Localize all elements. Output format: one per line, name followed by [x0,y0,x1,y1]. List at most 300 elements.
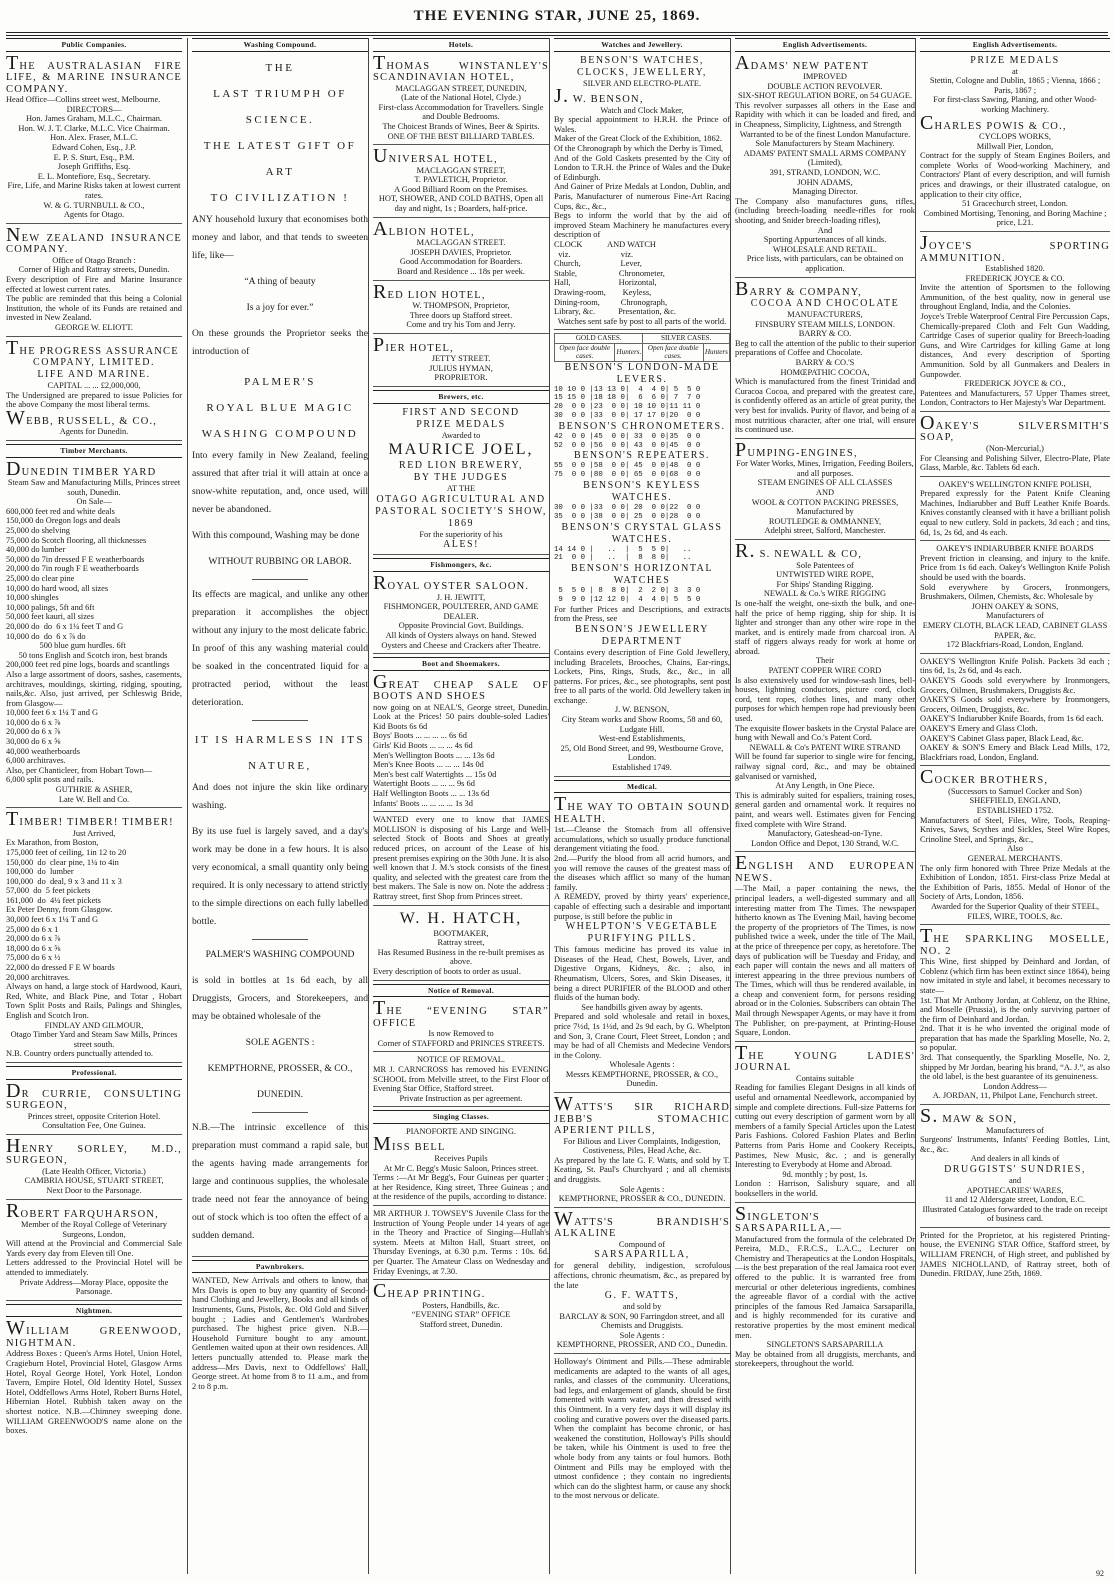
ad-text: now going on at NEAL'S, George street, Dunedin. Look at the Prices! 50 pairs double-soled Ladies' Kid Boots 6s 6d [373,702,549,731]
ad-text: UNTWISTED WIRE ROPE, [776,570,874,580]
ad-text: PROPRIETOR. [434,373,488,383]
ad-text: STEAM ENGINES OF ALL CLASSES [757,478,893,488]
ad-text: 55 0 0 |58 0 0| 45 0 0|48 0 0 75 0 0 |80 0 0| 65 0 0|68 0 0 [554,462,701,480]
ad-text: West-end Establishments, [598,734,686,744]
ad-text: Rattray street, [437,938,485,948]
ad-text: Will attend at the Provincial and Commercial Sale Yards every day from Eleven till One. [6,1239,182,1258]
ad-text: Is now Removed to [428,1029,494,1039]
ad-text: Wholesale Agents : [609,1060,675,1070]
ad-text: AT THE [446,484,476,494]
ad-text: BENSON'S WATCHES, CLOCKS, JEWELLERY, [577,54,707,78]
ad-text: HOT, SHOWER, AND COLD BATHS, Open all day and night, 1s ; Boarders, half-price. [378,194,544,214]
ad-text: And dealers in all kinds of [970,1154,1060,1164]
ad-heading: UNIVERSAL HOTEL, [373,145,498,168]
centered-line: “A thing of beauty [244,275,316,287]
ad-heading: COCKER BROTHERS, [920,766,1049,789]
ad-text: OAKEY'S Goods sold everywhere by Ironmongers, Grocers, Oilmen, Brushmakers, Druggists &c. [920,675,1110,695]
centered-line: Is a joy for ever.” [246,301,314,313]
ad-text: BY THE JUDGES [413,472,509,484]
ad-text: Every description of boots to order as usual. [373,966,521,976]
ad-text: Letters addressed to the Provincial Hotel will be attended to immediately. [6,1258,182,1277]
ad-text: SHEFFIELD, ENGLAND, [969,796,1061,806]
ad-text: On Sale— [76,497,112,507]
advertisement [920,766,1110,925]
ad-text: The only firm honored with Three Prize Medals at the Exhibition of London, 1851. First-class Prize Medal at the Exhibition of Paris, 1855. Medal of Honor of the Society of Arts, London, 1856. [920,863,1110,902]
advertisement [735,1041,915,1203]
ad-text: Just Arrived, [72,828,116,838]
advertisement [554,793,730,1093]
masthead: THE EVENING STAR, JUNE 25, 1869. [413,8,701,24]
ad-text: Sporting Appurtenances of all kinds. [763,235,887,245]
ad-heading: NEW ZEALAND INSURANCE COMPANY. [6,223,182,256]
ad-text: for general debility, indigestion, scrofulous affections, chronic rheumatism, &c., as prepared by the late [554,1261,730,1290]
table-subheader: Open face double cases. [555,343,615,361]
ad-heading: WATTS'S BRANDISH'S ALKALINE [554,1207,730,1240]
ad-text: Watch and Clock Maker, [600,105,684,115]
advertisement [735,51,915,278]
ad-text: (Successors to Samuel Cocker and Son) [948,786,1082,796]
ad-text: 10 10 0 |13 13 0| 4 4 0| 5 5 0 15 15 0 |18 18 0| 6 6 0| 7 7 0 20 0 0 |23 0 0| 10 10 0|11 11 0 30 0 0 |33 0 0| 17 17 0|20 0 0 [554,385,701,420]
ad-heading: WILLIAM GREENWOOD, NIGHTMAN. [6,1317,182,1349]
ad-text: OAKEY'S Emery and Glass Cloth. [920,723,1038,733]
ad-text: OAKEY'S Wellington Knife Polish. Packets 3d each ; tins 6d, 1s, 2s 6d, and 4s each. [920,656,1110,676]
ad-text: WOOL & COTTON PACKING PRESSES, [751,497,899,507]
ad-text: PRIZE MEDALS [970,54,1060,66]
ad-text: Private Instruction as per agreement. [399,1093,523,1103]
ad-text: MR ARTHUR J. TOWSEY'S Juvenile Class for the Instruction of Young People under 14 years of age in the Theory and Practice of Singing—Hullah's system. Meets at Milton Hall, Stuart street, on Thursday Evenings, at 6.30 p.m. Terms : 10s. 6d. per Quarter. The Amateur Class on Wednesday and Friday Evenings, at 7.30. [373,1208,549,1276]
ad-text: FREDERICK JOYCE & CO. [965,273,1065,283]
ad-text: 9d. monthly ; by post, 1s. [782,1169,868,1179]
advertisement [6,1199,182,1301]
advertisement [735,438,915,540]
advertisement [554,1207,730,1354]
advertisement [554,1357,730,1504]
ad-text: First-class Accommodation for Travellers. Single and Double Bedrooms. [378,102,544,122]
ad-text: For Water Works, Mines, Irrigation, Feeding Boilers, and all purposes. [736,459,914,478]
advertisement [920,55,1110,232]
ad-text: Manufacturers of [986,611,1044,621]
ad-text: Established 1820. [985,264,1045,273]
ad-text: Head Office—Collins street west, Melbourne. [6,95,161,105]
ad-text: Next Door to the Parsonage. [46,1185,142,1195]
ad-text: Address Boxes : Queen's Arms Hotel, Union Hotel, Cragieburn Hotel, Provincial Hotel, Glasgow Arms Hotel, Royal George Hotel, York Hotel, London Tavern, Empire Hotel, Old Identity Hotel, Sussex Hotel, Oddfellows Arms Hotel, Robert Burns Hotel, Hibernian Hotel. Rubbish taken away on the shortest notice. N.B.—Chimney sweeping done. WILLIAM GREENWOOD'S name alone on the boxes. [6,1349,182,1436]
ad-text: WHELPTON'S VEGETABLE PURIFYING PILLS. [565,921,719,945]
advertisement [920,657,1110,767]
ad-text: N.B. Country orders punctually attended to. [6,1049,154,1059]
column-2 [187,38,368,1574]
centered-line: PALMER'S WASHING COMPOUND [205,948,355,960]
ad-text: The public are reminded that this being a Colonial Institution, the whole of its Funds are retained and invested in New Zealand. [6,294,182,323]
ad-text: London Address— [983,1081,1047,1091]
ad-text: Has Resumed Business in the re-built premises as above. [377,947,545,967]
masthead-rule [6,32,1108,33]
ad-text: GEORGE W. ELIOTT. [55,322,133,332]
advertisement [920,1231,1110,1282]
ad-text: Messrs KEMPTHORNE, PROSSER, & CO., Dunedin. [565,1069,719,1089]
ad-text: NEWALL & Co.'s WIRE RIGGING [763,589,887,599]
ad-heading: GREAT CHEAP SALE OF BOOTS AND SHOES [373,670,549,703]
ad-text: OAKEY'S Goods sold everywhere by Ironmongers, Grocers, Oilmen, Druggists, &c. [920,695,1110,714]
ad-text: 51 Gracechurch street, London. [962,199,1068,209]
column-3 [368,38,549,1574]
ad-text: MACLAGGAN STREET, [416,165,506,175]
ad-text: WANTED every one to know that JAMES MOLLISON is disposing of his Large and Well-selected Stock of Boots and Shoes at greatly reduced prices, on account of the Lease of his present premises expiring on the 30th June. It is also well known that J. M.'s stock consists of the finest quality, and selected with the greatest care from the best makers. The Sale is now on. Note the address : Rattray street, first Shop from Princes street. [373,815,549,901]
ad-text: ROUTLEDGE & OMMANNEY, [768,516,882,526]
ad-text: For Ships' Standing Rigging. [776,579,874,589]
ad-text: Come and try his Tom and Jerry. [406,320,516,330]
ad-text: May be obtained from all druggists, merchants, and storekeepers, throughout the world. [735,1349,915,1369]
ad-text: Ex Marathon, from Boston, 175,000 feet of ceiling, 1in 12 to 20 150,000 do clear pine, 1¼ to 4in 100,000 do lumber 100,000 do deal, 9 x 3 and 11 x 3 57,000 do 5 feet pickets 161,000 do 4¼ feet pickets Ex Peter Denny, from Glasgow. 30,000 feet 6 x 1¼ T and G 25,000 do 6 x 1 20,000 do 6 x ⅞ 18,000 do 6 x ⅝ 75,000 do 6 x ½ 22,000 do dressed F E W boards 20,000 architraves. [6,838,127,982]
ad-text: Edward Cohen, Esq., J.P. [51,143,137,153]
section-heading: Fishmongers, &c. [373,558,549,572]
ad-text: WHOLESALE AND RETAIL. [772,244,878,254]
ad-text: GENERAL MERCHANTS. [967,853,1063,863]
ad-text: Stafford street, Dunedin. [419,1319,503,1329]
paragraph: Into every family in New Zealand, feeling assured that after trial it will attain at once a snow-white reputation, and, once used, will never be abandoned. [192,449,368,515]
advertisement [735,277,915,439]
ad-text: and sold by [622,1302,662,1312]
ad-text: Will be found far superior to single wire for fencing, railway signal cord, &c., and may be obtained galvanised or varnished, [735,752,915,781]
ad-text: BENSON'S CHRONOMETERS. [558,420,726,432]
ad-text: The Choicest Brands of Wines, Beer & Spirits. [382,121,540,131]
ad-text: JOSEPH DAVIES, Proprietor. [410,247,512,257]
advertisement [373,333,549,387]
ad-text: Otago Timber Yard and Steam Saw Mills, Princes street south. [10,1030,178,1049]
ad-text: W. THOMPSON, Proprietor, [412,301,510,310]
ad-text: FIRST AND SECOND [402,406,520,418]
ad-text: JOHN OAKEY & SONS, [971,601,1059,611]
ad-text: GUTHRIE & ASHER, [55,785,133,795]
ad-text: Receives Pupils [434,1153,488,1163]
ad-text: IMPROVED [803,72,847,82]
advertisement [373,572,549,654]
ad-text: This Wine, first shipped by Deinhard and Jordan, of Coblenz (which firm has been extinct since 1864), being now imitated in style and label, it becomes necessary to state— [920,957,1110,995]
advertisement [735,540,915,852]
ad-text: 6,000 split posts and rails. [6,775,94,785]
display-line: WASHING COMPOUND [201,427,359,440]
ad-text: PRIZE MEDALS [416,418,506,430]
ad-text: 600,000 feet red and white deals 150,000 do Oregon logs and deals 25,000 do shelving 75,000 do Scotch flooring, all thicknesses 40,000 do lumber 50,000 do 7in dressed F E weatherboards 20,000 do 7in rough F E weatherboards 25,000 do clear pine 10,000 do hard wood, all sizes 10,000 shingles 10,000 palings, 5ft and 6ft 50,000 feet kauri, all sizes 20,000 do do 6 x 1¼ feet T and G 10,000 do do 6 x ⅞ do 500 blue gum hurdles. 6ft 50 tons English and Scotch iron, best brands 200,000 feet red pine logs, boards and scantlings [6,506,170,670]
ad-text: BENSON'S REPEATERS. [574,450,710,462]
ad-text: For further Prices and Descriptions, and extracts from the Press, see [554,604,730,624]
ad-text: 10,000 feet 6 x 1¼ T and G 10,000 do 6 x ⅞ 20,000 do 6 x ⅞ 30,000 do 6 x ⅝ 40,000 weatherboards 6,000 architraves. [6,708,99,766]
ad-text: Established 1749. [612,763,672,773]
ad-text: Contract for the supply of Steam Engines Boilers, and complete Works of Wood-working Machinery, and Contractors' Plant of every description, and will furnish prices and drawings, or their illustrated catalogue, on application to their city office, [920,151,1110,199]
ad-text: BARRY & CO.'S [795,358,855,368]
ad-text: Agents for Dunedin. [59,427,129,437]
ad-text: Steam Saw and Manufacturing Mills, Princes street south, Dunedin. [7,478,181,497]
ad-text: CAMBRIA HOUSE, STUART STREET, [24,1176,164,1186]
ad-text: Hon. James Graham, M.L.C., Chairman. [25,114,163,124]
ad-heading: DUNEDIN TIMBER YARD [6,457,157,480]
ad-text: Sole Manufacturers by Steam Machinery. [755,139,895,149]
ad-text: London Office and Depot, 130 Strand, W.C. [751,838,899,848]
ad-text: Surgeons' Instruments, Infants' Feeding Bottles, Lint, &c., &c. [920,1135,1110,1154]
advertisement [6,223,182,337]
advertisement [735,1202,915,1372]
ad-heading: ROYAL OYSTER SALOON. [373,572,530,595]
ad-text: OAKEY'S WELLINGTON KNIFE POLISH, [938,479,1092,489]
ad-text: Prepared expressly for the Patent Knife Cleaning Machines, Indiarubber and Buff Leather Knife Boards. Knives constantly cleansed with it have a brilliant polish equal to new cutlery. Sold in packets, 3d each ; and tins, 6d, 1s, 2s 6d, and 4s each. [920,489,1110,537]
ad-text: Also a large assortment of doors, sashes, casements, architraves, mouldings, skirting, ridging, spouting, nails,&c. Also, just arrived, per Schleswig Bride, from Glasgow— [6,669,182,708]
paragraph: Its effects are magical, and unlike any other preparation it accomplishes the object without any injury to the most delicate fabric. In proof of this any washing material could be soaked in the concentrated liquid for a protracted period, without the least deterioration. [192,588,368,708]
ad-text: JETTY STREET. [431,354,491,364]
ad-text: 11 and 12 Aldersgate street, London, E.C. [944,1195,1086,1205]
ad-text: ALES! [443,539,479,551]
ad-heading: THE WAY TO OBTAIN SOUND HEALTH. [554,793,730,825]
section-heading: English Advertisements. [920,38,1110,52]
display-line: NATURE, [248,759,312,772]
advertisement [373,909,549,981]
ad-text: Also, per Chanticleer, from Hobart Town— [6,765,153,775]
ad-text: Three doors up Stafford street. [409,310,513,320]
advertisement [373,1055,549,1107]
display-line: THE LATEST GIFT OF ART [203,139,357,178]
ad-text: FREDERICK JOYCE & CO., [964,379,1066,389]
advertisement [6,1317,182,1438]
ad-text: At Any Length, in One Piece. [775,781,875,791]
ad-text: SIX-SHOT REGULATION BORE, on 54 GUAGE. [737,91,913,101]
ad-text: PATENT COPPER WIRE CORD [768,666,882,676]
ad-text: COMPANY, LIMITED. [33,357,155,369]
ad-text: Begs to inform the world that by the aid of improved Steam Machinery he manufactures every description of [554,211,730,240]
advertisement [373,145,549,217]
ad-text: A Good Billiard Room on the Premises. [394,184,528,194]
ad-text: OTAGO AGRICULTURAL AND [376,493,546,505]
ad-text: Late W. Bell and Co. [58,794,130,804]
ad-text: Illustrated Catalogues forwarded to the trade on receipt of business card. [922,1204,1108,1224]
ad-text: CAPITAL ... ... £2,000,000, [47,381,141,391]
advertisement [373,217,549,281]
ad-heading: CHARLES POWIS & CO., [920,111,1067,134]
ad-text: Awarded to [441,430,481,440]
ad-heading: S. MAW & SON, [920,1105,1018,1128]
ad-text: (Late Health Officer, Victoria.) [42,1166,146,1176]
table-subheader: Hunters [703,343,729,361]
washing-compound-ad [192,55,368,1257]
ad-heading: SINGLETON'S SARSAPARILLA,— [735,1202,843,1235]
ad-text: (Limited), [807,158,843,168]
ad-heading: HENRY SORLEY, M.D., SURGEON, [6,1134,182,1167]
ad-text: KEMPTHORNE, PROSSER, AND CO., Dunedin. [556,1340,728,1350]
ad-text: Manufacturers of Steel, Files, Wire, Tools, Reaping-Knives, Saws, Scythes and Sickles, Steel Wire Ropes, Crinoline Steel, and Springs, &c., [920,815,1110,844]
ad-text: RED LION BREWERY, [399,460,523,472]
advertisement [554,55,730,331]
centered-line: DUNEDIN. [256,1088,304,1100]
ad-text: Manufactory, Gateshead-on-Tyne. [767,829,883,839]
display-line: LAST TRIUMPH OF SCIENCE. [213,87,347,126]
advertisement [554,1093,730,1208]
ad-text: BENSON'S JEWELLERY DEPARTMENT [574,623,710,647]
ad-heading: PUMPING-ENGINES, [735,438,858,461]
advertisement [373,51,549,146]
ad-text: Prevent friction in cleansing, and injury to the knife. Price from 1s 6d each. Oakey's Wellington Knife Polish should be used with the boards. [920,553,1110,583]
centered-line: WITHOUT RUBBING OR LABOR. [208,555,352,567]
column-6 [915,38,1110,1574]
ad-text: Maker of the Great Clock of the Exhibition, 1862. [554,134,722,144]
ad-text: Contains suitable [796,1073,854,1083]
ad-text: London : Harrison, Salisbury square, and all booksellers in the world. [735,1179,915,1198]
display-line: THE [265,61,295,74]
section-heading: Pawnbrokers. [192,1260,368,1274]
ad-text: Sole Patentees of [796,560,854,570]
ad-text: Consultation Fee, One Guinea. [42,1121,146,1131]
ad-text: PASTORAL SOCIETY'S SHOW, 1869 [375,505,547,529]
ad-text: 30 0 0 |33 0 0| 20 0 0|22 0 0 35 0 0 |38 0 0| 25 0 0|28 0 0 [554,503,701,521]
column-5 [730,38,915,1574]
ad-text: Corner of High and Rattray streets, Dunedin. [18,265,170,275]
ad-heading: J. W. BENSON, [554,85,644,108]
ad-text: Hon. W. J. T. Clarke, M.L.C. Vice Chairman. [18,123,170,133]
ad-text: NEWALL & Co's PATENT WIRE STRAND [749,742,901,752]
masthead-rule [6,35,1108,36]
ad-text: MACLAGGAN STREET, DUNEDIN, [395,83,527,93]
ad-text: 2nd.—Purify the blood from all acrid humors, and you will remove the causes of the greatest mass of the diseases which afflict so many of the human family. [554,854,730,892]
ad-heading: R. S. NEWALL & CO, [735,540,863,563]
paragraph: And does not injure the skin like ordinary washing. [192,781,368,811]
ad-text: Which is manufactured from the finest Trinidad and Curacoa Cocoa, and prepared with the greatest care, is confidently offered as an article of great purity, the very best for invalids. Purity of flavor, and being of a most nutritious character, after one trial, will ensure its continued use. [735,377,915,435]
ad-text: Manufactured by [796,507,854,517]
ad-text: JOHN ADAMS, [797,177,853,187]
ad-text: OAKEY & SON'S Emery and Black Lead Mills, 172, Blackfriars road, London, England. [920,743,1110,762]
ad-text: Opposite Provincial Govt. Buildings. [398,621,524,631]
paragraph: ANY household luxury that economises both money and labor, and that tends to sweeten life, like— [192,213,368,261]
ad-heading: BARRY & COMPANY, [735,277,862,300]
ad-text: Millwall Pier, London, [976,141,1054,151]
ad-text: 25, Old Bond Street, and 99, Westbourne Grove, London. [560,743,724,763]
ad-text: Member of the Royal College of Veterinary Surgeons, London, [21,1220,167,1239]
ad-text: 3rd. That consequently, the Sparkling Moselle, No. 2, shipped by Mr Jordan, bearing his brand, “A. J.”, as also the old label, is the best guarantee of its genuineness. [920,1053,1110,1082]
ad-text: Awarded for the Superior Quality of their STEEL, FILES, WIRE, TOOLS, &c. [930,901,1100,921]
section-heading: Watches and Jewellery. [554,38,730,52]
ad-text: This revolver surpasses all others in the Ease and Rapidity with which it can be loaded and fired, and in Cheapness, Simplicity, Lightness, and Strength [735,100,915,130]
ad-text: AND [815,488,835,498]
ad-text: Is one-half the weight, one-sixth the bulk, and one-half the price of hemp rigging, ship for ship. It is lighter and stronger than any other wire rope in the market, and is entirely made from charcoal iron. A staff of riggers always ready for work at home or abroad. [735,598,915,656]
ad-text: Warranted to be of the finest London Manufacture. [739,129,911,139]
advertisement [6,336,182,441]
advertisement [373,670,549,813]
advertisement [554,333,730,776]
ad-text: LIFE AND MARINE. [37,369,151,381]
advertisement [373,1280,549,1332]
ad-text: 42 0 0 |45 0 0| 33 0 0|35 0 0 52 0 0 |56 0 0| 43 0 0|45 0 0 [554,432,701,450]
ad-text: APOTHECARIES' WARES, [966,1185,1064,1195]
ad-text: BARRY & CO. [798,329,852,339]
ad-text: DRUGGISTS' SUNDRIES, [944,1163,1086,1175]
ad-text: This famous medicine has proved its value in Diseases of the Head, Chest, Bowels, Liver, and Digestive Organs, Kidneys, &c. ; also, in Rheumatism, Ulcers, Sores, and Skin Diseases, it being a direct PURIFIER of the BLOOD and other fluids of the human body. [554,945,730,1003]
ad-text: DIRECTORS— [66,104,122,114]
column-4 [549,38,730,1574]
divider [252,939,308,940]
watch-price-table [554,333,730,361]
paragraph: By its use fuel is largely saved, and a day's work may be done in a few hours. It is also very economical, a small quantity only being required. It is only necessary to attend strictly to the simple directions on each fully labelled bottle. [192,825,368,927]
ad-text: 172 Blackfriars-Road, London, England. [946,640,1084,650]
table-header: SILVER CASES. [643,334,730,343]
ad-text: HOMŒPATHIC COCOA, [780,367,870,377]
ad-heading: ROBERT FARQUHARSON, [6,1199,159,1222]
display-line: ROYAL BLUE MAGIC [206,401,354,414]
ad-text: FINSBURY STEAM MILLS, LONDON. [755,319,895,329]
divider [252,579,308,580]
ad-text: FISHMONGER, POULTERER, AND GAME DEALER. [383,602,539,621]
ad-text: WANTED, New Arrivals and others to know, that Mrs Davis is open to buy any quantity of Second-hand Clothing and Jewellery, Books and all kinds of Instruments, Guns, Pistols, &c. Old Gold and Silver bought ; Ladies and Gentlemen's Wardrobes purchased. The highest price given. N.B.—Household Furniture bought to any amount. Gentlemen waited upon at their own residences. All letters punctually attended to. Please mark the address—Mrs Davis, next to Oddfellows' Hall, George street. At home from 8 to 11 a.m., and from 2 to 8 p.m. [192,1276,368,1391]
ad-text: ONE OF THE BEST BILLIARD TABLES. [387,131,535,141]
ad-text: 1st. That Mr Anthony Jordan, at Coblenz, on the Rhine, and Moselle (Prussia), is the only surviving partner of the firm of Deinhard and Jordan. [920,995,1110,1024]
ad-heading: THE PROGRESS ASSURANCE [6,336,179,359]
advertisement [192,1276,368,1394]
ad-text: 391, STRAND, LONDON, W.C. [769,168,881,178]
advertisement [373,1209,549,1280]
section-heading: Washing Compound. [192,38,368,52]
section-heading: Nightmen. [6,1304,182,1318]
ad-text: BENSON'S KEYLESS WATCHES. [583,479,701,503]
ad-text: Prepared and sold wholesale and retail in boxes, price 7½d, 1s 1½d, and 2s 9d each, by G. Whelpton and Son, 3, Crane Court, Fleet Street, London ; and may be had of all Chemists and Medecine Vendors in the Colony. [554,1012,730,1060]
ad-heading: WEBB, RUSSELL, & CO., [6,406,158,429]
column-1 [6,38,182,1574]
ad-text: Joyce's Treble Waterproof Central Fire Percussion Caps, [920,311,1110,321]
ad-text: City Steam works and Show Rooms, 58 and 60, Ludgate Hill. [561,715,723,734]
ad-text: CLOCK AND WATCH viz. viz. Church, Lever, Stable, Chronometer, Hall, Horizontal, Drawing-room, Keyless, Dining-room, Chronograph, Library, &c. Presentation, &c. [554,240,677,317]
ad-text: Every description of Fire and Marine Insurance effected at lowest current rates. [6,275,182,294]
display-line: IT IS HARMLESS IN ITS [194,733,366,746]
advertisement [920,1105,1110,1228]
ad-text: Posters, Handbills, &c. [422,1300,500,1310]
advertisement [373,1127,549,1206]
centered-line: KEMPTHORNE, PROSSER, & CO., [207,1062,353,1074]
ad-text: And [817,225,833,235]
advertisement [6,51,182,224]
ad-text: at [1011,66,1019,76]
ad-text: FINDLAY AND GILMOUR, [44,1020,144,1030]
ad-text: BENSON'S LONDON-MADE LEVERS. [564,361,720,385]
ad-text: W. H. HATCH, [399,909,523,927]
ad-heading: TIMBER! TIMBER! TIMBER! [6,808,174,831]
paragraph: On these grounds the Proprietor seeks the introduction of [192,327,368,357]
ad-text: 2nd. That it is he who invented the original mode of preparation that has made the Sparkling Moselle, No. 2, so popular. [920,1024,1110,1053]
ad-text: OAKEY'S INDIARUBBER KNIFE BOARDS [936,544,1094,554]
ad-text: 14 14 0 | .. | 5 5 0| .. 21 0 0 | .. | 8 8 0| .. [554,545,692,563]
ad-text: At Mr C. Begg's Music Saloon, Princes street. [383,1163,539,1173]
ad-text: Compound of [618,1239,666,1249]
ad-text: MANUFACTURERS, [787,310,863,320]
ad-text: COCOA AND CHOCOLATE [750,298,900,310]
ad-heading: THE SPARKLING MOSELLE, NO. 2 [920,925,1110,957]
ad-heading: ADAMS' NEW PATENT [735,51,870,74]
ad-text: Manufacturers of [986,1125,1044,1135]
ad-text: For first-class Sawing, Planing, and other Wood-working Machinery. [933,95,1097,114]
ad-text: and [1008,1175,1022,1185]
section-heading: Brewers, etc. [373,390,549,404]
divider [252,720,308,721]
ad-heading: RED LION HOTEL, [373,280,486,303]
ad-heading: ENGLISH AND EUROPEAN NEWS. [735,852,915,884]
ad-text: “EVENING STAR” OFFICE [411,1310,511,1320]
ad-text: For Bilious and Liver Complaints, Indigestion, [563,1136,721,1146]
ad-text: Invite the attention of Sportsmen to the following Ammunition, of the best quality, now in general use throughout England, India, and the Colonies. [920,283,1110,312]
ad-heading: ALBION HOTEL, [373,217,475,240]
display-line: TO CIVILIZATION ! [210,191,350,204]
ad-heading: WATTS'S SIR RICHARD JEBB'S STOMACHIC APERIENT PILLS, [554,1093,730,1137]
ad-text: Stettin, Cologne and Dublin, 1865 ; Vienna, 1866 ; Paris, 1867 ; [929,76,1101,95]
ad-text: J. H. JEWITT, [436,592,486,602]
ad-text: BENSON'S CRYSTAL GLASS WATCHES. [561,521,723,545]
advertisement [735,852,915,1042]
ad-heading: PIER HOTEL, [373,333,454,356]
advertisement [373,997,549,1052]
advertisement [920,925,1110,1105]
ad-text: MAURICE JOEL, [388,441,534,459]
ad-text: Agents for Otago. [63,210,125,220]
